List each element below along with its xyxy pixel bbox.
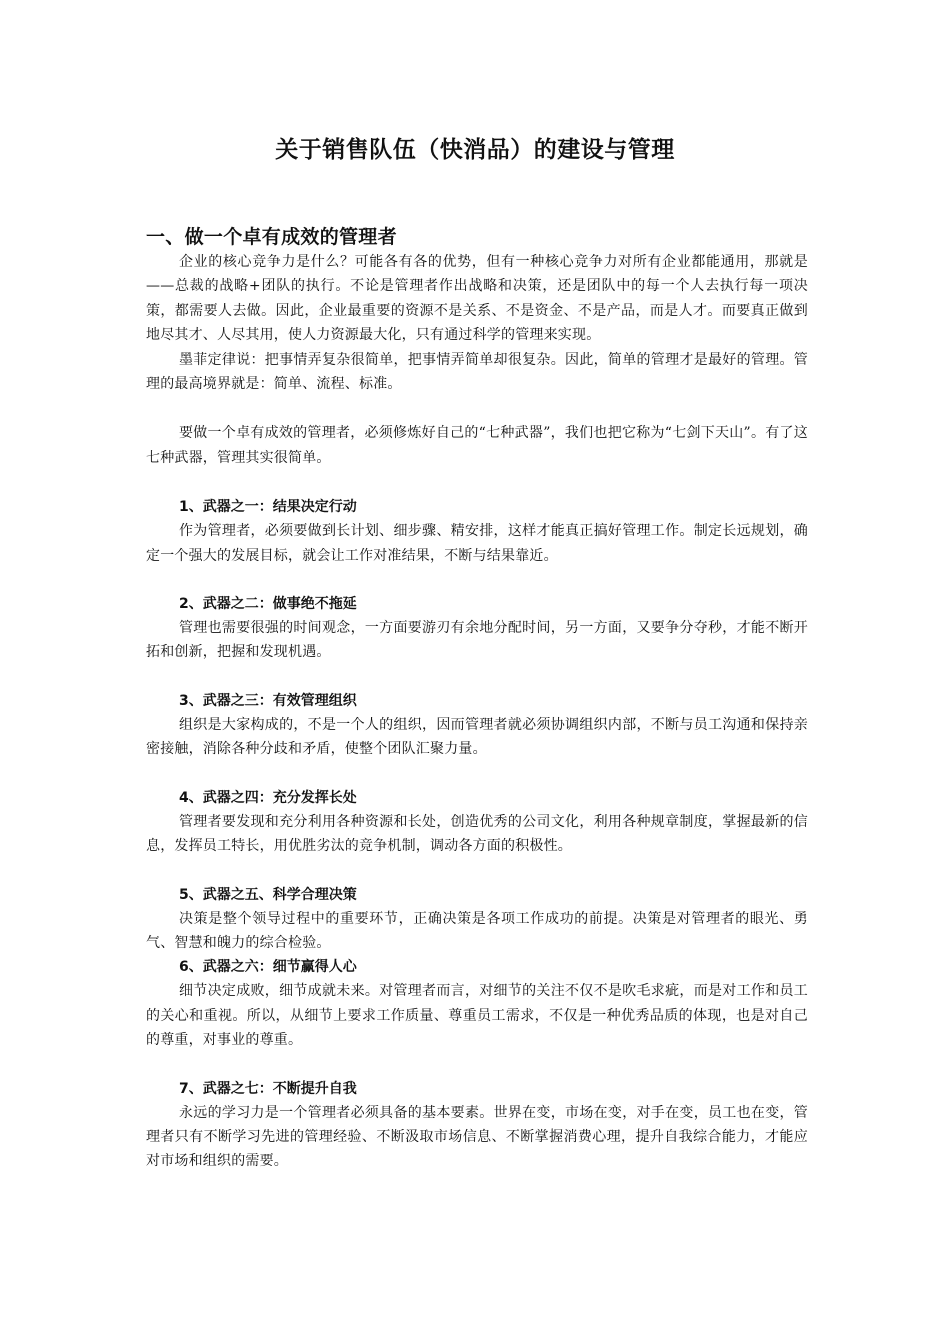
- weapon-section: [146, 689, 808, 762]
- weapon-section: [146, 1077, 808, 1174]
- weapon-section: [146, 955, 808, 1052]
- weapon-heading: 6、武器之六：细节赢得人心: [179, 959, 357, 976]
- document-title: 关于销售队伍（快消品）的建设与管理: [275, 137, 675, 163]
- weapon-heading: 4、武器之四：充分发挥长处: [179, 789, 357, 806]
- weapon-section: [146, 786, 808, 859]
- weapon-heading: 7、武器之七：不断提升自我: [179, 1080, 357, 1097]
- blank-line: [146, 470, 808, 495]
- blank-line: [146, 568, 808, 592]
- weapon-text: 细节决定成败，细节成就未来。对管理者而言，对细节的关注不仅不是吹毛求疵，而是对工作和员工的关心和重视。所以，从细节上要求工作质量、尊重员工需求，不仅是一种优秀品质的体现，也是对自己的尊重，对事业的尊重。: [146, 983, 808, 1049]
- weapon-text: 管理也需要很强的时间观念，一方面要游刃有余地分配时间，另一方面，又要争分夺秒，才能不断开拓和创新，把握和发现机遇。: [146, 620, 808, 661]
- weapon-section: [146, 592, 808, 665]
- weapon-section: [146, 883, 808, 956]
- weapon-text: 组织是大家构成的，不是一个人的组织，因而管理者就必须协调组织内部，不断与员工沟通和保持亲密接触，消除各种分歧和矛盾，使整个团队汇聚力量。: [146, 716, 808, 758]
- weapon-text: 永远的学习力是一个管理者必须具备的基本要素。世界在变，市场在变，对手在变，员工也在变，管理者只有不断学习先进的管理经验、不断汲取市场信息、不断掌握消费心理，提升自我综合能力，才能应对市场和组织的需要。: [146, 1104, 808, 1170]
- weapon-section: [146, 495, 808, 568]
- weapon-text: 管理者要发现和充分利用各种资源和长处，创造优秀的公司文化，利用各种规章制度，掌握最新的信息，发挥员工特长，用优胜劣汰的竞争机制，调动各方面的积极性。: [146, 813, 808, 855]
- weapon-heading: 5、武器之五、科学合理决策: [179, 886, 357, 903]
- blank-line: [146, 396, 808, 421]
- weapon-heading: 3、武器之三：有效管理组织: [179, 692, 357, 709]
- weapon-heading: 2、武器之二：做事绝不拖延: [179, 596, 357, 613]
- weapon-text: 决策是整个领导过程中的重要环节，正确决策是各项工作成功的前提。决策是对管理者的眼光、勇气、智慧和魄力的综合检验。: [146, 910, 808, 951]
- intro-paragraph: 企业的核心竞争力是什么？可能各有各的优势，但有一种核心竞争力对所有企业都能通用，那就是——总裁的战略+团队的执行。不论是管理者作出战略和决策，还是团队中的每一个人去执行每一项决策，都需要人去做。因此，企业最重要的资源不是关系、不是资金、不是产品，而是人才。而要真正做到地尽其才、人尽其用，使人力资源最大化，只有通过科学的管理来实现。: [146, 254, 808, 344]
- weapon-text: 作为管理者，必须要做到长计划、细步骤、精安排，这样才能真正搞好管理工作。制定长远规划，确定一个强大的发展目标，就会让工作对准结果，不断与结果靠近。: [146, 523, 808, 564]
- blank-line: [146, 859, 808, 883]
- blank-line: [146, 1053, 808, 1077]
- blank-line: [146, 762, 808, 786]
- blank-line: [146, 665, 808, 689]
- weapon-heading: 1、武器之一：结果决定行动: [179, 499, 357, 516]
- intro-paragraph: 要做一个卓有成效的管理者，必须修炼好自己的“七种武器”，我们也把它称为“七剑下天山”。有了这七种武器，管理其实很简单。: [146, 425, 808, 466]
- intro-paragraph: 墨菲定律说：把事情弄复杂很简单，把事情弄简单却很复杂。因此，简单的管理才是最好的管理。管理的最高境界就是：简单、流程、标准。: [146, 351, 808, 393]
- document-body: [146, 224, 808, 1174]
- section-heading: 一、做一个卓有成效的管理者: [146, 226, 397, 248]
